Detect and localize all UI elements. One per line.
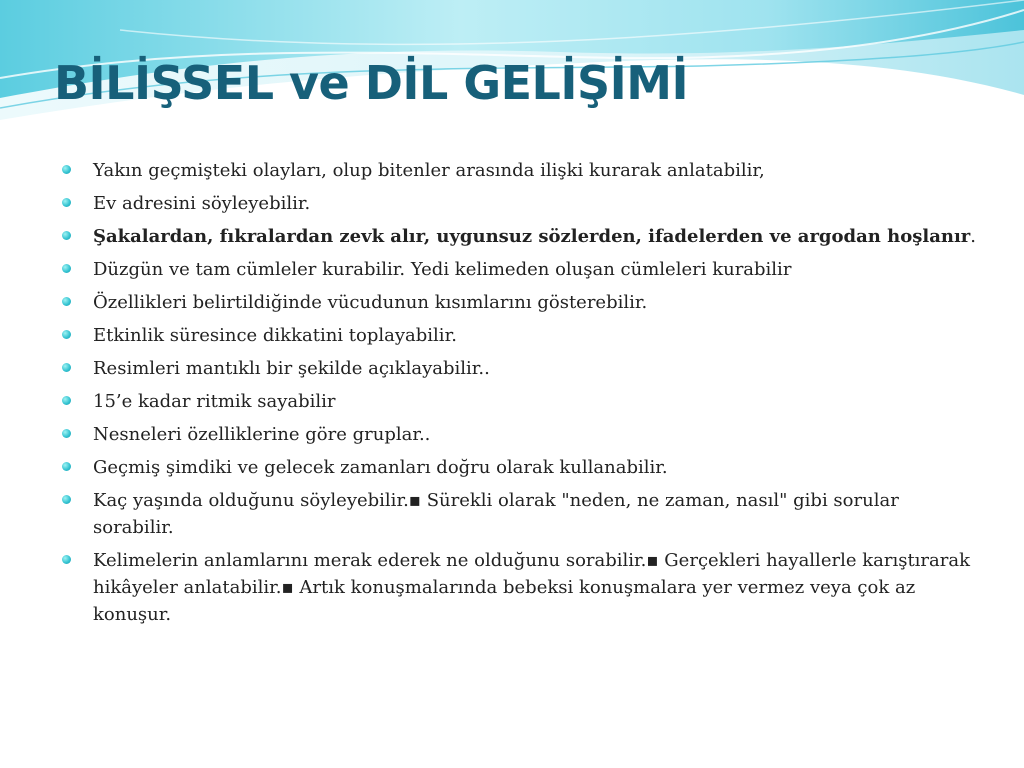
bullet-text: Özellikleri belirtildiğinde vücudunun kısımlarını gösterebilir. xyxy=(93,292,648,313)
bullet-text: Kaç yaşında olduğunu söyleyebilir.▪ Sürekli olarak "neden, ne zaman, nasıl" gibi sorular sorabilir. xyxy=(93,490,899,538)
list-item xyxy=(62,289,982,316)
list-item xyxy=(62,256,982,283)
bullet-text: Kelimelerin anlamlarını merak ederek ne olduğunu sorabilir.▪ Gerçekleri hayallerle karıştırarak hikâyeler anlatabilir.▪ Artık konuşmalarında bebeksi konuşmalara yer vermez veya çok az konuşur. xyxy=(93,550,971,625)
bullet-icon xyxy=(62,330,71,339)
bullet-icon xyxy=(62,462,71,471)
bullet-icon xyxy=(62,429,71,438)
bullet-list xyxy=(62,157,982,634)
bullet-icon xyxy=(62,495,71,504)
list-item xyxy=(62,355,982,382)
bullet-text: Nesneleri özelliklerine göre gruplar.. xyxy=(93,424,431,445)
list-item xyxy=(62,421,982,448)
list-item xyxy=(62,547,982,628)
list-item xyxy=(62,487,982,541)
list-item xyxy=(62,454,982,481)
list-item xyxy=(62,190,982,217)
bullet-icon xyxy=(62,231,71,240)
bullet-text: Resimleri mantıklı bir şekilde açıklayabilir.. xyxy=(93,358,490,379)
list-item xyxy=(62,223,982,250)
bullet-icon xyxy=(62,363,71,372)
list-item xyxy=(62,322,982,349)
bullet-icon xyxy=(62,165,71,174)
bullet-text-bold: Şakalardan, fıkralardan zevk alır, uygunsuz sözlerden, ifadelerden ve argodan hoşlanır xyxy=(93,226,971,247)
bullet-icon xyxy=(62,297,71,306)
bullet-text: Etkinlik süresince dikkatini toplayabilir. xyxy=(93,325,457,346)
bullet-text: Ev adresini söyleyebilir. xyxy=(93,193,311,214)
bullet-text-suffix: . xyxy=(970,226,976,247)
list-item xyxy=(62,388,982,415)
bullet-icon xyxy=(62,198,71,207)
bullet-text: Düzgün ve tam cümleler kurabilir. Yedi kelimeden oluşan cümleleri kurabilir xyxy=(93,259,792,280)
bullet-icon xyxy=(62,396,71,405)
slide-title: BİLİŞSEL ve DİL GELİŞİMİ xyxy=(54,56,689,110)
bullet-text: 15’e kadar ritmik sayabilir xyxy=(93,391,336,412)
list-item xyxy=(62,157,982,184)
bullet-icon xyxy=(62,555,71,564)
bullet-text: Geçmiş şimdiki ve gelecek zamanları doğru olarak kullanabilir. xyxy=(93,457,668,478)
bullet-icon xyxy=(62,264,71,273)
bullet-text: Yakın geçmişteki olayları, olup bitenler arasında ilişki kurarak anlatabilir, xyxy=(93,160,765,181)
